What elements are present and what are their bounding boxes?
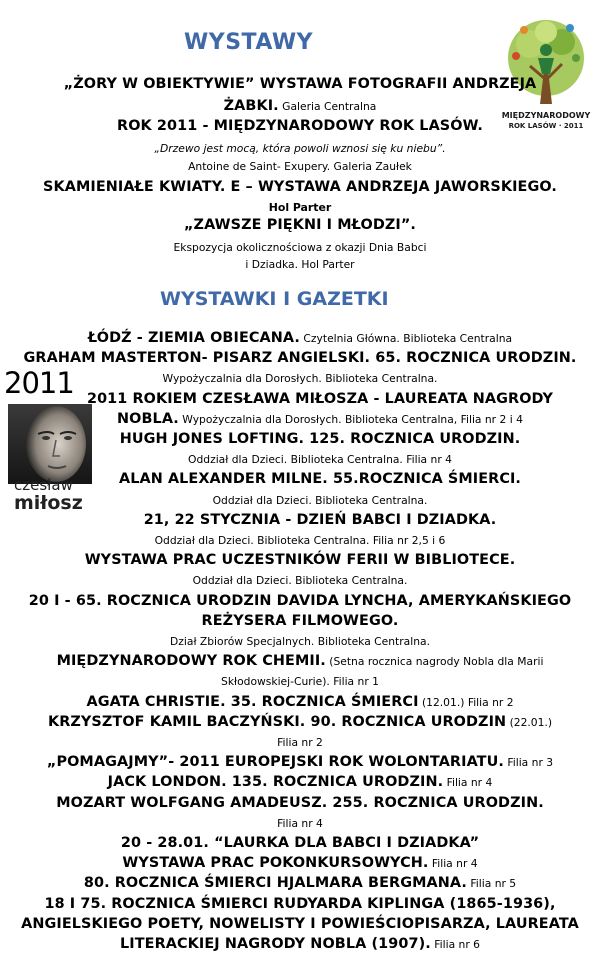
list-item (0, 771, 600, 790)
quote-text: „Drzewo jest mocą, która powoli wznosi się ku niebu”. (154, 142, 446, 155)
list-item (0, 327, 600, 346)
item-location: Wypożyczalnia dla Dorosłych. Biblioteka Centralna. (162, 372, 438, 386)
list-item (0, 893, 600, 912)
photo-caption-last-name: miłosz (14, 492, 83, 514)
item-location: Czytelnia Główna. Biblioteka Centralna (300, 332, 513, 345)
exhibition-location: Galeria Centralna (278, 100, 377, 113)
item-title: MIĘDZYNARODOWY ROK CHEMII. (56, 653, 326, 670)
exhibition-location: Antoine de Saint- Exupery. Galeria Zaułek (188, 160, 412, 173)
item-title: 20 I - 65. ROCZNICA URODZIN DAVIDA LYNCHA, AMERYKAŃSKIEGO (28, 592, 572, 609)
list-item (0, 670, 600, 689)
exhibition-title: ROK 2011 - MIĘDZYNARODOWY ROK LASÓW. (117, 118, 483, 134)
list-item (40, 408, 600, 427)
exhibition-line (0, 253, 600, 272)
item-title: LITERACKIEJ NAGRODY NOBLA (1907). (120, 936, 431, 952)
photo-caption-first-name: czesław (14, 476, 73, 494)
list-item (0, 751, 600, 770)
list-item (0, 650, 600, 669)
list-item (0, 691, 600, 710)
item-location: Dział Zbiorów Specjalnych. Biblioteka Centralna. (170, 635, 430, 648)
item-location: (22.01.) (506, 715, 553, 729)
exhibition-line (0, 196, 600, 215)
list-item (0, 913, 600, 932)
item-title: AGATA CHRISTIE. 35. ROCZNICA ŚMIERCI (86, 693, 419, 710)
item-title: ALAN ALEXANDER MILNE. 55.ROCZNICA ŚMIERCI. (119, 471, 521, 488)
exhibition-title: „ZAWSZE PIĘKNI I MŁODZI”. (184, 217, 416, 233)
exhibition-line (0, 95, 600, 114)
list-item (0, 852, 600, 871)
list-item (40, 509, 600, 528)
list-item (40, 428, 600, 447)
item-title: NOBLA. (117, 410, 179, 427)
item-location: Filia nr 2 (277, 736, 323, 749)
photo-year: 2011 (4, 366, 74, 400)
page-title: WYSTAWY (184, 30, 314, 55)
item-title: ŁÓDŹ - ZIEMIA OBIECANA. (87, 330, 300, 346)
item-title: JACK LONDON. 135. ROCZNICA URODZIN. (107, 774, 444, 791)
exhibition-title: SKAMIENIAŁE KWIATY. E – WYSTAWA ANDRZEJA JAWORSKIEGO. (43, 179, 557, 195)
exhibition-line (0, 176, 600, 195)
exhibition-line (0, 115, 600, 134)
item-title: GRAHAM MASTERTON- PISARZ ANGIELSKI. 65. ROCZNICA URODZIN. (23, 350, 577, 367)
exhibition-line (0, 137, 600, 156)
list-item (0, 933, 600, 952)
logo-text-line2: ROK LASÓW · 2011 (508, 122, 584, 130)
item-location: Oddział dla Dzieci. Biblioteka Centralna. Filia nr 2,5 i 6 (154, 534, 446, 547)
item-title: MOZART WOLFGANG AMADEUSZ. 255. ROCZNICA URODZIN. (56, 794, 544, 811)
list-item (0, 347, 600, 366)
item-title: 20 - 28.01. “LAURKA DLA BABCI I DZIADKA” (120, 835, 480, 851)
list-item (40, 448, 600, 467)
item-title: KRZYSZTOF KAMIL BACZYŃSKI. 90. ROCZNICA URODZIN (47, 713, 507, 730)
exhibition-title: „ŻORY W OBIEKTYWIE” WYSTAWA FOTOGRAFII ANDRZEJA (63, 76, 537, 92)
exhibition-location: Ekspozycja okolicznościowa z okazji Dnia Babci (173, 241, 427, 254)
logo-text-line1: MIĘDZYNARODOWY (501, 111, 591, 120)
item-location: (12.01.) Filia nr 2 (418, 695, 514, 709)
list-item (0, 832, 600, 851)
exhibition-location: i Dziadka. Hol Parter (245, 258, 355, 271)
item-title: 80. ROCZNICA ŚMIERCI HJALMARA BERGMANA. (83, 875, 467, 892)
item-location: Filia nr 4 (428, 857, 478, 871)
list-item (0, 711, 600, 730)
item-title: WYSTAWA PRAC UCZESTNIKÓW FERII W BIBLIOTECE. (84, 552, 516, 569)
item-title: 21, 22 STYCZNIA - DZIEŃ BABCI I DZIADKA. (143, 511, 497, 528)
list-item (40, 468, 600, 487)
exhibition-title: ŻABKI. (223, 98, 279, 114)
item-location: Oddział dla Dzieci. Biblioteka Centralna. Filia nr 4 (188, 453, 452, 467)
item-title: WYSTAWA PRAC POKONKURSOWYCH. (122, 855, 429, 872)
item-title: REŻYSERA FILMOWEGO. (201, 612, 399, 629)
item-location: Filia nr 6 (430, 938, 480, 951)
list-item (40, 388, 600, 407)
item-location: Filia nr 5 (467, 877, 517, 891)
exhibition-line (0, 214, 600, 233)
item-title: HUGH JONES LOFTING. 125. ROCZNICA URODZIN. (119, 431, 521, 447)
list-item (0, 731, 600, 750)
item-location: Filia nr 4 (277, 816, 323, 830)
item-location: Skłodowskiej-Curie). Filia nr 1 (221, 675, 379, 689)
list-item (0, 529, 600, 548)
item-title: „POMAGAJMY”- 2011 EUROPEJSKI ROK WOLONTARIATU. (46, 754, 504, 771)
exhibition-line (0, 155, 600, 174)
list-item (40, 489, 600, 508)
list-item (0, 630, 600, 649)
list-item (0, 549, 600, 568)
item-location: Oddział dla Dzieci. Biblioteka Centralna. (212, 493, 428, 507)
item-title: ANGIELSKIEGO POETY, NOWELISTY I POWIEŚCIOPISARZA, LAUREATA (21, 915, 579, 932)
item-location: Filia nr 3 (503, 756, 554, 770)
list-item (0, 792, 600, 811)
exhibition-line (0, 73, 600, 92)
item-location: Oddział dla Dzieci. Biblioteka Centralna. (192, 574, 408, 588)
item-location: Filia nr 4 (443, 776, 493, 790)
section-title: WYSTAWKI I GAZETKI (160, 288, 389, 310)
list-item (0, 367, 600, 386)
list-item (0, 569, 600, 588)
list-item (0, 812, 600, 831)
list-item (0, 610, 600, 629)
list-item (0, 590, 600, 609)
item-title: 18 I 75. ROCZNICA ŚMIERCI RUDYARDA KIPLINGA (1865-1936), (44, 895, 556, 912)
item-title: 2011 ROKIEM CZESŁAWA MIŁOSZA - LAUREATA NAGRODY (86, 390, 554, 407)
location-label: Hol Parter (268, 201, 332, 214)
item-location: Wypożyczalnia dla Dorosłych. Biblioteka Centralna, Filia nr 2 i 4 (178, 412, 523, 426)
list-item (0, 872, 600, 891)
item-location: (Setna rocznica nagrody Nobla dla Marii (325, 655, 544, 669)
